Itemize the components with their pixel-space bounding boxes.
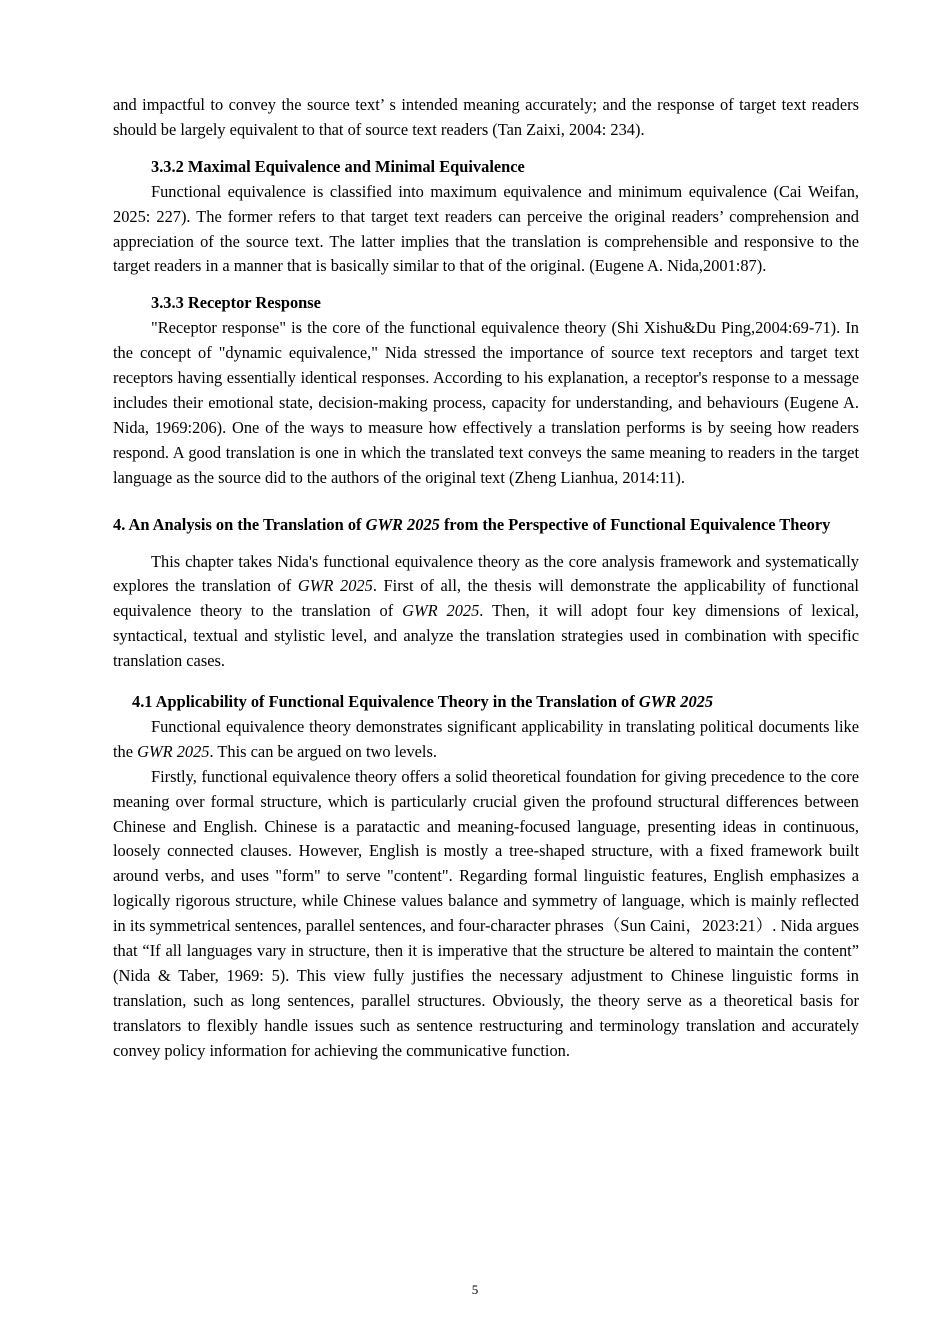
paragraph-continued: and impactful to convey the source text’ s intended meaning accurately; and the response of target text readers should be largely equivalent to that of source text readers (Tan Zaixi, 2004: 234).	[113, 95, 859, 139]
intro-text-3: . Then, it will adopt four key dimensions of lexical, syntactical, textual and stylistic level, and analyze the translation strategies used in combination with specific translation cases.	[113, 601, 859, 671]
heading-chapter-4-post: from the Perspective of Functional Equivalence Theory	[439, 514, 831, 534]
p41a-title: GWR 2025	[137, 741, 210, 761]
heading-chapter-4-title: GWR 2025	[365, 514, 440, 534]
heading-3-3-3: 3.3.3 Receptor Response	[151, 293, 321, 313]
intro-title-1: GWR 2025	[297, 576, 373, 596]
page-number: 5	[471, 1282, 479, 1297]
paragraph-4-1-b: Firstly, functional equivalence theory offers a solid theoretical foundation for giving precedence to the core meaning over formal structure, which is particularly crucial given the profound structural differences between Chinese and English. Chinese is a paratactic and meaning-focused language, presenting ideas in continuous, loosely connected clauses. However, English is mostly a tree-shaped structure, with a fixed framework built around verbs, and uses "form" to serve "content". Regarding formal linguistic features, English emphasizes a logically rigorous structure, while Chinese values balance and symmetry of language, which is mainly reflected in its symmetrical sentences, parallel sentences, and four-character phrases（Sun Caini，2023:21）. Nida argues that “If all languages vary in structure, then it is imperative that the structure be altered to maintain the content” (Nida & Taber, 1969: 5). This view fully justifies the necessary adjustment to Chinese linguistic forms in translation, such as long sentences, parallel structures. Obviously, the theory serve as a theoretical basis for translators to flexibly handle issues such as sentence restructuring and terminology translation and accurately convey policy information for achieving the communicative function.	[113, 766, 859, 1060]
heading-chapter-4-pre: 4. An Analysis on the Translation of	[113, 514, 366, 534]
heading-4-1-pre: 4.1 Applicability of Functional Equivalence Theory in the Translation of	[132, 692, 639, 712]
intro-text-2: . First of all, the thesis will demonstrate the applicability of functional equivalence theory to the translation of	[113, 576, 859, 621]
heading-3-3-2: 3.3.2 Maximal Equivalence and Minimal Equivalence	[151, 156, 525, 176]
paragraph-3-3-2: Functional equivalence is classified into maximum equivalence and minimum equivalence (Cai Weifan, 2025: 227). The former refers to that target text readers can perceive the original readers’ comprehension and appreciation of the source text. The latter implies that the translation is comprehensible and responsive to the target readers in a manner that is basically similar to that of the original. (Eugene A. Nida,2001:87).	[113, 181, 859, 276]
heading-4-1-title: GWR 2025	[638, 692, 714, 712]
intro-title-2: GWR 2025	[402, 601, 480, 621]
paragraph-chapter-4-intro	[113, 550, 859, 675]
p41a-post: . This can be argued on two levels.	[209, 741, 437, 761]
document-page	[113, 93, 859, 1064]
paragraph-4-1-a	[113, 715, 859, 765]
intro-text-1: This chapter takes Nida's functional equivalence theory as the core analysis framework and systematically explores the translation of	[113, 551, 859, 596]
heading-4-1	[132, 690, 859, 715]
heading-chapter-4	[113, 513, 859, 538]
p41a-pre: Functional equivalence theory demonstrates significant applicability in translating political documents like the	[113, 716, 859, 761]
paragraph-3-3-3: "Receptor response" is the core of the functional equivalence theory (Shi Xishu&Du Ping,2004:69-71). In the concept of "dynamic equivalence," Nida stressed the importance of source text receptors and target text receptors having essentially identical responses. According to his explanation, a receptor's response to a message includes their emotional state, decision-making process, capacity for understanding, and behaviours (Eugene A. Nida, 1969:206). One of the ways to measure how effectively a translation performs is by seeing how readers respond. A good translation is one in which the translated text conveys the same meaning to readers in the target language as the source did to the authors of the original text (Zheng Lianhua, 2014:11).	[113, 318, 859, 487]
